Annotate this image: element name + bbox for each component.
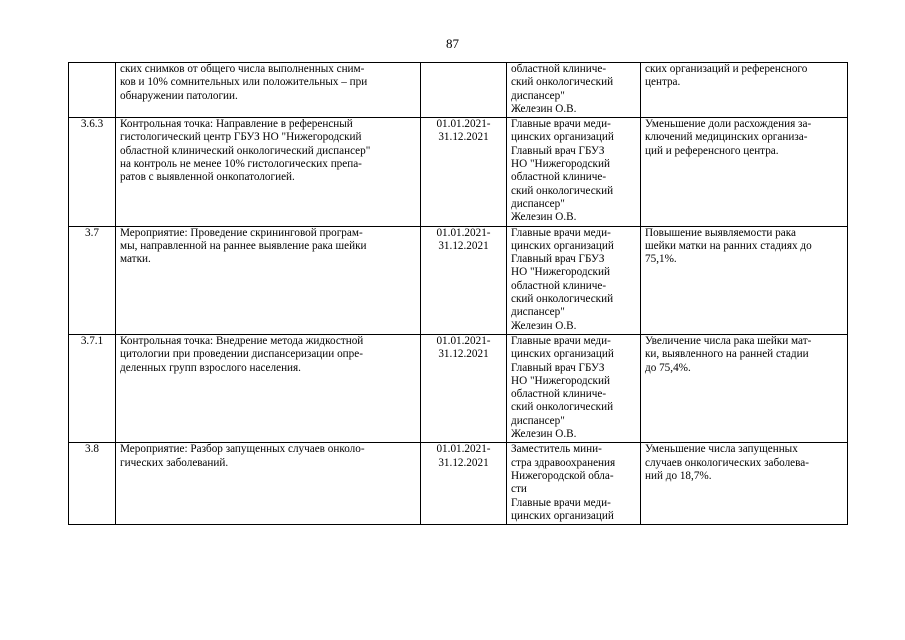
- item-dates: 01.01.2021- 31.12.2021: [421, 334, 507, 442]
- item-number: [69, 63, 116, 118]
- table-row: [69, 334, 848, 442]
- item-dates: 01.01.2021- 31.12.2021: [421, 443, 507, 525]
- item-name: Мероприятие: Разбор запущенных случаев онколо- гических заболеваний.: [116, 443, 421, 525]
- item-name: ских снимков от общего числа выполненных сним- ков и 10% сомнительных или положительных – при обнаружении патологии.: [116, 63, 421, 118]
- item-result: ских организаций и референсного центра.: [641, 63, 848, 118]
- item-number: 3.7: [69, 226, 116, 334]
- item-number: 3.7.1: [69, 334, 116, 442]
- item-result: Повышение выявляемости рака шейки матки на ранних стадиях до 75,1%.: [641, 226, 848, 334]
- item-dates: 01.01.2021- 31.12.2021: [421, 226, 507, 334]
- table-row: [69, 443, 848, 525]
- table-row: [69, 118, 848, 226]
- table-row: [69, 226, 848, 334]
- page-number: 87: [446, 36, 459, 51]
- item-responsible: Заместитель мини- стра здравоохранения Нижегородской обла- сти Главные врачи меди- цинских организаций: [507, 443, 641, 525]
- item-dates: 01.01.2021- 31.12.2021: [421, 118, 507, 226]
- item-responsible: Главные врачи меди- цинских организаций Главный врач ГБУЗ НО "Нижегородский областной клиниче- ский онкологический диспансер" Железин О.В.: [507, 118, 641, 226]
- measures-table: [68, 62, 848, 525]
- item-responsible: Главные врачи меди- цинских организаций Главный врач ГБУЗ НО "Нижегородский областной клиниче- ский онкологический диспансер" Железин О.В.: [507, 226, 641, 334]
- item-name: Контрольная точка: Направление в референсный гистологический центр ГБУЗ НО "Нижегородский областной клинический онкологический диспансер" на контроль не менее 10% гистологических препа- ратов с выявленной онкопатологией.: [116, 118, 421, 226]
- item-number: 3.6.3: [69, 118, 116, 226]
- item-responsible: Главные врачи меди- цинских организаций Главный врач ГБУЗ НО "Нижегородский областной клиниче- ский онкологический диспансер" Железин О.В.: [507, 334, 641, 442]
- item-number: 3.8: [69, 443, 116, 525]
- item-result: Увеличение числа рака шейки мат- ки, выявленного на ранней стадии до 75,4%.: [641, 334, 848, 442]
- item-name: Контрольная точка: Внедрение метода жидкостной цитологии при проведении диспансеризации опре- деленных групп взрослого населения.: [116, 334, 421, 442]
- table-row: [69, 63, 848, 118]
- item-name: Мероприятие: Проведение скрининговой програм- мы, направленной на раннее выявление рака шейки матки.: [116, 226, 421, 334]
- item-responsible: областной клиниче- ский онкологический диспансер" Железин О.В.: [507, 63, 641, 118]
- item-result: Уменьшение доли расхождения за- ключений медицинских организа- ций и референсного центра.: [641, 118, 848, 226]
- item-dates: [421, 63, 507, 118]
- item-result: Уменьшение числа запущенных случаев онкологических заболева- ний до 18,7%.: [641, 443, 848, 525]
